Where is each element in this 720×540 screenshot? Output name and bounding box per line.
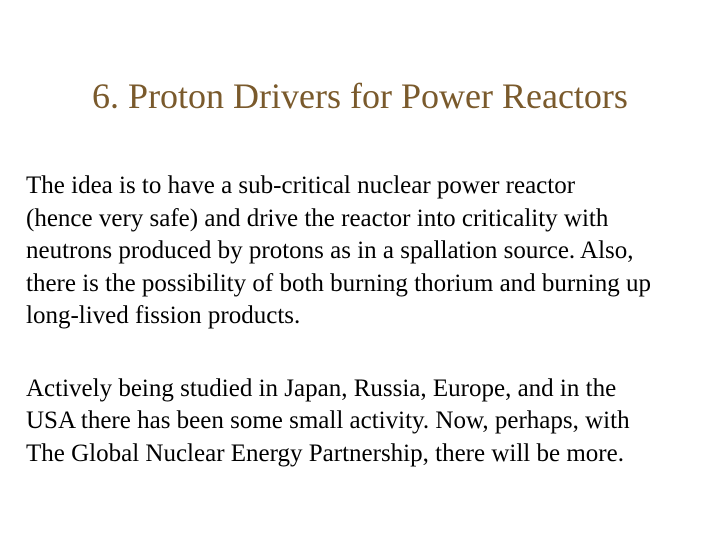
paragraph-2-line-2: USA there has been some small activity. Now, perhaps, with	[26, 407, 630, 434]
slide-body	[26, 170, 720, 470]
paragraph-1-line-4: there is the possibility of both burning thorium and burning up	[26, 269, 651, 297]
paragraph-1-line-1: The idea is to have a sub-critical nuclear power reactor	[26, 172, 576, 199]
paragraph-1-line-3: neutrons produced by protons as in a spallation source. Also,	[26, 237, 634, 264]
paragraph-2	[26, 373, 720, 471]
paragraph-2-line-3: The Global Nuclear Energy Partnership, there will be more.	[26, 439, 624, 467]
paragraph-1	[26, 170, 720, 333]
paragraph-2-line-1: Actively being studied in Japan, Russia, Europe, and in the	[26, 374, 617, 402]
paragraph-1-line-2: (hence very safe) and drive the reactor into criticality with	[26, 204, 609, 232]
paragraph-1-line-5: long-lived fission products.	[26, 302, 301, 329]
slide-title: 6. Proton Drivers for Power Reactors	[92, 76, 628, 116]
